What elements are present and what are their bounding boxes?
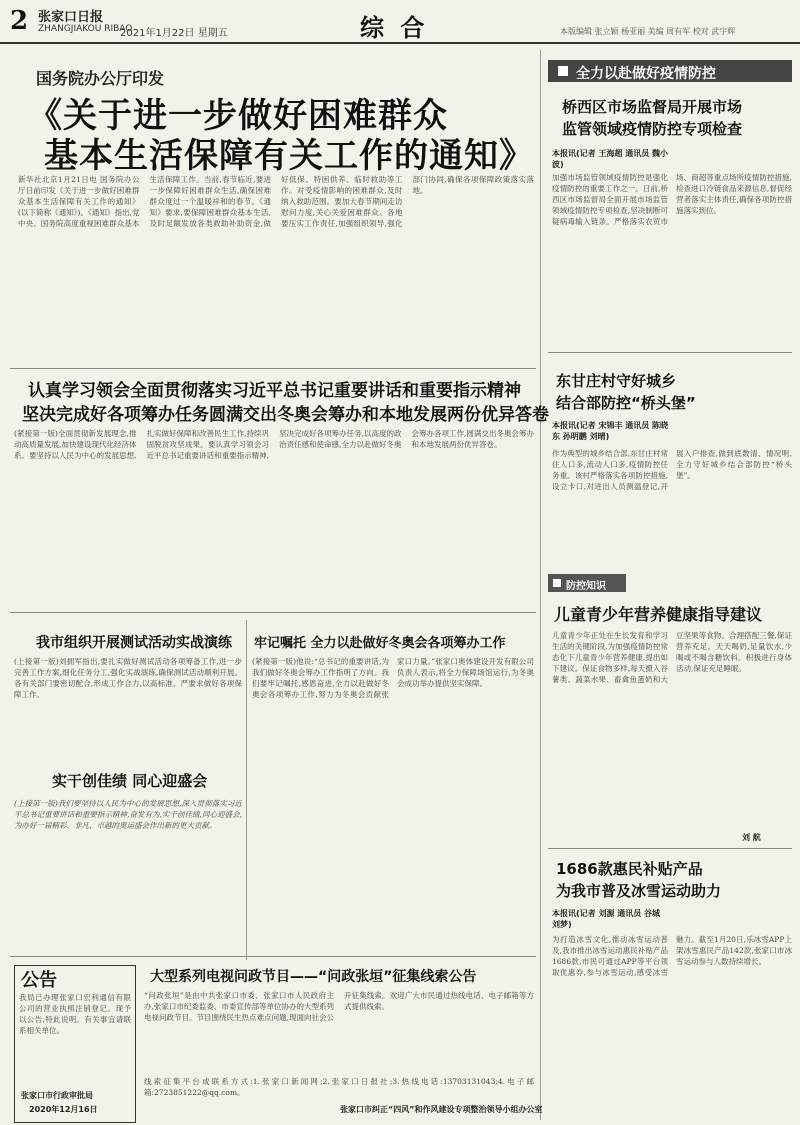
creative-body: (上接第一版)我们要坚持以人民为中心的发展思想,深入贯彻落实习近平总书记重要讲话和重要指示精神,奋发有为,实干创佳绩,同心迎盛会,为办好一届精彩、非凡、卓越的奥运盛会作出新的更大贡献。 [14,799,242,830]
subsidy-headline-line2: 为我市普及冰雪运动助力 [556,882,722,900]
tv-headline: 大型系列电视问政节目——“问政张垣”征集线索公告 [150,969,477,985]
lead-kicker: 国务院办公厅印发 [36,69,165,88]
notice-title: 公告 [21,970,57,991]
market-headline-line1: 桥西区市场监督局开展市场 [562,98,743,116]
nutrition-bottom-rule [548,848,792,849]
nutrition-body: 儿童青少年正处在生长发育和学习生活的关键阶段,为加强疫情防控常态化下儿童青少年营养健康,提出如下建议。保证食物多样,每天摄入谷薯类、蔬菜水果、畜禽鱼蛋奶和大豆坚果等食物。合理搭配三餐,保证营养充足。天天喝奶,足量饮水,少喝或不喝含糖饮料。积极进行身体活动,保证充足睡眠。 [552,631,792,684]
tag-square-icon [553,579,561,587]
study-body: (紧接第一版)全面贯彻新发展理念,推动高质量发展,加快建设现代化经济体系。要坚持以人民为中心的发展思想,扎实做好保障和改善民生工作,持续巩固脱贫攻坚成果。要认真学习领会习近平总书记重要讲话和重要指示精神,坚决完成好各项筹办任务,以高度的政治责任感和使命感,全力以赴做好冬奥会筹办各项工作,圆满交出冬奥会筹办和本地发展两份优异答卷。 [14,429,534,460]
lead-body: 新华社北京1月21日电 国务院办公厅日前印发《关于进一步做好困难群众基本生活保障有关工作的通知》(以下简称《通知》)。《通知》指出,党中央、国务院高度重视困难群众基本生活保障工作。当前,春节临近,要进一步保障好困难群众生活,确保困难群众度过一个温暖祥和的春节。《通知》要求,要保障困难群众基本生活,及时足额发放各类救助补助资金,做好低保、特困供养、临时救助等工作。对受疫情影响的困难群众,及时纳入救助范围。要加大春节期间走访慰问力度,关心关爱困难群众。各地要压实工作责任,加强组织领导,强化部门协同,确保各项保障政策落实落地。 [18,175,534,228]
subsidy-headline-line1: 1686款惠民补贴产品 [556,860,703,878]
masthead [0,0,800,42]
nutrition-headline: 儿童青少年营养健康指导建议 [554,605,763,624]
village-body: 作为典型的城乡结合部,东甘庄村常住人口多,流动人口多,疫情防控任务重。该村严格落实各项防控措施,设立卡口,对进出人员测温登记,开展入户排查,做到底数清、情况明,全力守好城乡结合部防控“桥头堡”。 [552,449,792,491]
paper-pinyin: ZHANGJIAKOU RIBAO [38,24,133,34]
notice-box [14,965,136,1123]
lead-headline-line1: 《关于进一步做好困难群众 [28,96,448,136]
pandemic-banner-label: 全力以赴做好疫情防控 [576,66,716,82]
market-byline: 本报讯(记者 王海超 通讯员 魏小波) [552,149,669,169]
market-headline-line2: 监管领域疫情防控专项检查 [562,120,743,138]
paper-name: 张家口日报 [38,10,104,25]
lead-headline-line2: 基本生活保障有关工作的通知》 [44,136,534,176]
firm-headline: 牢记嘱托 全力以赴做好冬奥会各项筹办工作 [254,636,506,651]
subsidy-body: 为打造冰雪文化,推动冰雪运动普及,我市推出冰雪运动惠民补贴产品1686款,市民可通过APP等平台领取优惠券,参与冰雪运动,感受冰雪魅力。截至1月20日,乐冰雪APP上架冰雪惠民产品142款,张家口市冰雪运动参与人数持续增长。 [552,935,792,977]
knowledge-tag-label: 防控知识 [566,581,606,592]
tv-hotline: 线索征集平台或联系方式:1.张家口新闻网;2.张家口日报社;3.热线电话:13703131043;4.电子邮箱:2723851222@qq.com。 [144,1077,534,1097]
issue-date: 2021年1月22日 星期五 [120,28,228,39]
village-headline-line1: 东甘庄村守好城乡 [556,372,677,390]
lead-bottom-rule [10,368,536,369]
page-credits: 本版编辑 张立颖 杨亚丽 美编 周有军 校对 武宇辉 [560,27,736,36]
study-headline-line2: 坚决完成好各项筹办任务圆满交出冬奥会筹办和本地发展两份优异答卷 [22,405,549,425]
notice-body: 我局已办理张家口宏利通信有限公司的营业执照注销登记。现予以公告,特此说明。有关事宜请联系相关单位。 [19,993,131,1035]
village-headline-line2: 结合部防控“桥头堡” [556,394,696,412]
page-number: 2 [10,6,29,36]
notice-signature-line1: 张家口市行政审批局 [21,1091,93,1100]
pandemic-banner [548,60,792,82]
creative-headline: 实干创佳绩 同心迎盛会 [52,772,208,790]
market-body: 加强市场监管领域疫情防控是强化疫情防控的重要工作之一。日前,桥西区市场监督局全面开展市场监管领域疫情防控专项检查,坚决制断可疑病毒输入链条。严格落实农贸市场、商超等重点场所疫情防控措施,检查进口冷链食品来源信息,督促经营者落实主体责任,确保各项防控措施落实到位。 [552,173,792,226]
nutrition-author: 刘 航 [742,833,761,842]
testing-headline: 我市组织开展测试活动实战演练 [36,635,232,651]
column-divider [540,50,541,1120]
market-bottom-rule [548,352,792,353]
lower-rule [10,956,536,957]
testing-body: (上接第一版)刘拥军指出,要扎实做好测试活动各项筹备工作,进一步完善工作方案,细化任务分工,强化实战演练,确保测试活动顺利开展。各有关部门要密切配合,形成工作合力,以高标准、严要求做好各项保障工作。 [14,657,242,699]
banner-square-icon [558,66,568,76]
subsidy-byline: 本报讯(记者 刘源 通讯员 谷城 刘梦) [552,909,661,929]
section-title: 综 合 [360,13,429,42]
inner-column-divider [246,620,247,960]
tv-body: “问政张垣”是由中共张家口市委、张家口市人民政府主办,张家口市纪委监委、市委宣传部等单位协办的大型系列电视问政节目。节目围绕民生热点难点问题,现面向社会公开征集线索。欢迎广大市民通过热线电话、电子邮箱等方式提供线索。 [144,991,534,1022]
firm-body: (紧接第一版)他说:“总书记的重要讲话,为我们做好冬奥会筹办工作指明了方向。我们要牢记嘱托,感恩奋进,全力以赴做好冬奥会各项筹办工作,努力为冬奥会贡献张家口力量。”张家口奥体建设开发有限公司负责人表示,将全力保障场馆运行,为冬奥会成功举办提供坚实保障。 [252,657,534,699]
village-byline: 本报讯(记者 宋锦丰 通讯员 陈晓东 孙明鹏 刘晴) [552,421,669,441]
tv-signature: 张家口市纠正“四风”和作风建设专项整治领导小组办公室 [340,1105,543,1114]
masthead-rule [0,42,800,44]
notice-signature-line2: 2020年12月16日 [29,1105,98,1114]
study-bottom-rule [10,612,536,613]
study-headline-line1: 认真学习领会全面贯彻落实习近平总书记重要讲话和重要指示精神 [28,381,521,401]
knowledge-tag [548,574,626,592]
